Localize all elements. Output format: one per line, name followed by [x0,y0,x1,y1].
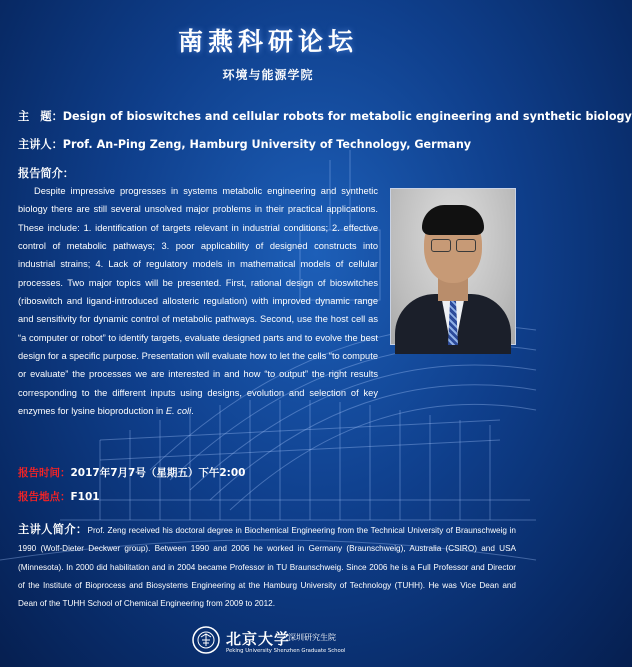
abstract-body: Despite impressive progresses in systems metabolic engineering and synthetic biology there are still several unsolved major problems in their practical applications. These include: 1. identification of targets relevant in industrial conditions; 2. effective control of metabolic pathways; 3. poor applicability of designed constructs into industrial strains; 4. Lack of regulatory models in mathematical models of cellular processes. Two major topics will be presented. First, rational design of bioswitches (riboswitch and ligand-introduced allosteric regulation) with improved dynamic range and sensitivity for dynamic control of metabolic pathways. Second, use the host cell as “a computer or robot” to identify targets, evaluate designed parts and to evolve the best design for a specific purpose. Presentation will evaluate how to let the cells “to compute or evaluate” the processes we are interested in and how “to output” the right results corresponding to the different inputs using designs, evolution and selection of key enzymes for lysine bioproduction in [18,186,378,417]
university-footer [192,626,392,660]
place-label: 报告地点： [18,491,71,503]
topic-row [18,108,632,124]
bio-label: 主讲人简介： [18,523,88,536]
university-english-name: Peking University Shenzhen Graduate School [226,648,346,654]
speaker-photo [390,188,516,345]
time-value: 2017年7月7号（星期五）下午2:00 [70,467,246,479]
speaker-label: 主讲人： [18,138,63,151]
pku-seal-icon [192,626,220,654]
speaker-bio [18,521,516,613]
university-name: 北京大学 [226,630,291,648]
time-label: 报告时间： [18,467,71,479]
abstract-end: . [191,406,194,417]
topic-label: 主 题： [18,110,63,123]
place-value: F101 [70,491,100,503]
speaker-value: Prof. An-Ping Zeng, Hamburg University of Technology, Germany [62,138,472,151]
school-subtitle: 环境与能源学院 [222,68,314,82]
topic-value: Design of bioswitches and cellular robots for metabolic engineering and synthetic biology [62,110,632,123]
abstract-italic: E. coli [165,406,192,417]
graduate-school-name: 深圳研究生院 [288,633,336,642]
time-row [18,465,245,480]
abstract-text [18,182,378,420]
bio-text: Prof. Zeng received his doctoral degree in Biochemical Engineering from the Technical University of Braunschweig in 1990 (Wolf-Dieter Deckwer group). Between 1990 and 2006 he worked in Germany (Braunschweig), Australia (CSIRO) and USA (Minnesota). In 2000 did habilitation and in 2004 became Professor in TU Braunschweig. Since 2006 he is a Full Professor and Director of the Institute of Bioprocess and Biosystems Engineering at the Hamburg University of Technology (TUHH). He was Vice Dean and Dean of the TUHH School of Chemical Engineering from 2009 to 2012. [18,526,516,609]
forum-title: 南燕科研论坛 [177,27,358,56]
place-row [18,489,100,504]
speaker-row [18,136,471,152]
abstract-label: 报告简介： [18,167,74,180]
